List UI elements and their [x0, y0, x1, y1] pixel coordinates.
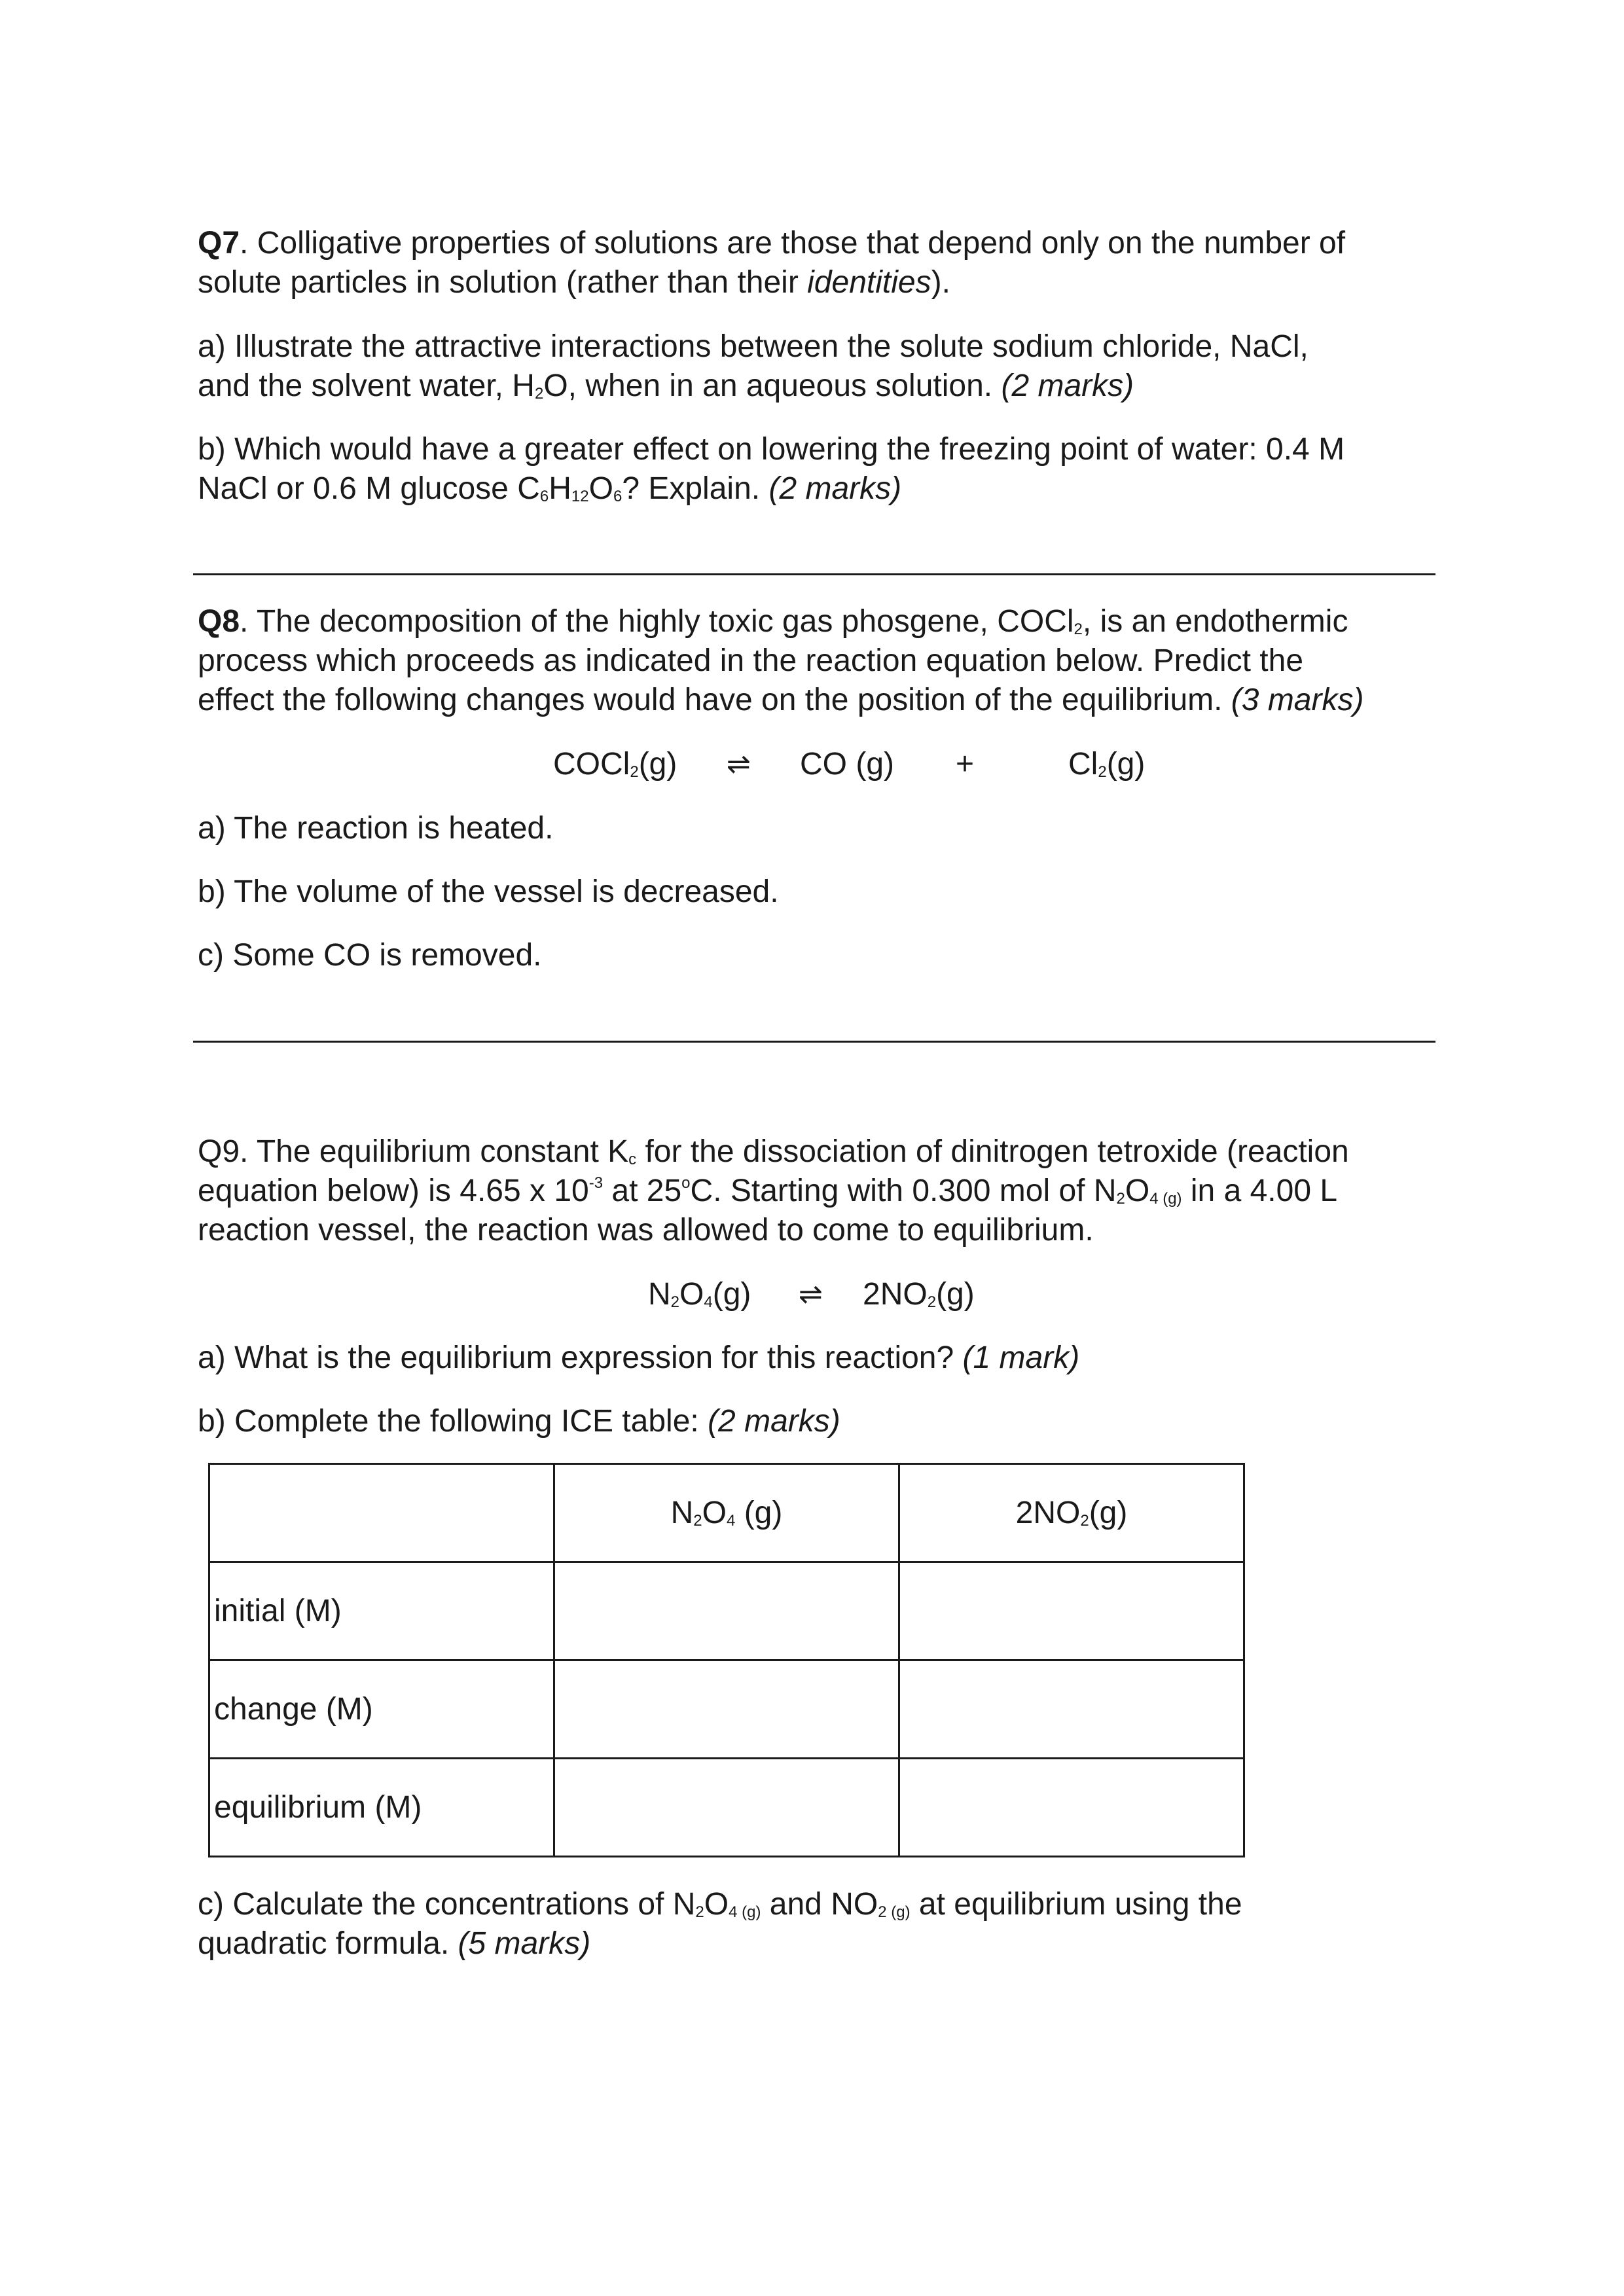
- q8a: a) The reaction is heated.: [198, 811, 554, 846]
- table-cell-corner[interactable]: [209, 1464, 554, 1562]
- q7b-line-2: NaCl or 0.6 M glucose $C_6H_{12}O_6$? Explain. (2 marks): [198, 471, 902, 506]
- q8b: b) The volume of the vessel is decreased.: [198, 874, 779, 909]
- q9-eq-arrow: ⇌: [799, 1278, 823, 1311]
- ice-table: [208, 1463, 1245, 1857]
- q7a-line-1: a) Illustrate the attractive interactions between the solute sodium chloride, NaCl,: [198, 329, 1308, 364]
- q9c-line-2: quadratic formula. (5 marks): [198, 1926, 591, 1961]
- q8-eq-product-co: CO (g): [800, 747, 894, 781]
- q8-eq-plus: +: [956, 747, 975, 781]
- q9-intro-line-3: reaction vessel, the reaction was allowed to come to equilibrium.: [198, 1213, 1094, 1247]
- cell-initial-n2o4[interactable]: [554, 1562, 899, 1660]
- table-header-no2: $2NO_2(g)$: [899, 1464, 1244, 1562]
- q8-intro-line-1: Q8. The decomposition of the highly toxic gas phosgene, COCl$_2$, is an endothermic: [198, 604, 1348, 639]
- table-header-row: [209, 1464, 1244, 1562]
- q8-label: Q8: [198, 604, 240, 639]
- table-row: [209, 1660, 1244, 1759]
- q7a-line-2: and the solvent water, $H_2O$, when in an aqueous solution. (2 marks): [198, 368, 1134, 403]
- q9b-marks: (2 marks): [708, 1404, 840, 1439]
- q8-eq-arrow: ⇌: [727, 747, 751, 781]
- table-header-n2o4: $N_2O_4$ (g): [554, 1464, 899, 1562]
- table-row: [209, 1759, 1244, 1857]
- q8-eq-product-cl2: $Cl_2(g)$: [1068, 747, 1146, 781]
- cell-equilibrium-n2o4[interactable]: [554, 1759, 899, 1857]
- q8c: c) Some CO is removed.: [198, 938, 542, 973]
- q9c-line-1: c) Calculate the concentrations of $N_2O_{4 (g)}$ and $NO_{2 (g)}$ at equilibrium using the: [198, 1887, 1242, 1922]
- q8-intro-line-3: effect the following changes would have on the position of the equilibrium. (3 marks): [198, 683, 1364, 717]
- row-label-equilibrium: equilibrium (M): [209, 1759, 554, 1857]
- q7-intro-line-1: Q7. Colligative properties of solutions are those that depend only on the number of: [198, 226, 1346, 260]
- q7b-line-1: b) Which would have a greater effect on lowering the freezing point of water: 0.4 M: [198, 432, 1345, 467]
- q8-eq-reactant: COCl$_2$(g): [553, 747, 677, 781]
- divider-1: [193, 573, 1435, 575]
- q9-eq-right: $2NO_2(g)$: [863, 1277, 975, 1312]
- cell-change-no2[interactable]: [899, 1660, 1244, 1759]
- q9-intro-line-1: Q9. The equilibrium constant $K_c$ for the dissociation of dinitrogen tetroxide (reaction: [198, 1134, 1349, 1169]
- q7a-marks: (2 marks): [1001, 368, 1134, 403]
- q7b-marks: (2 marks): [768, 471, 902, 506]
- q9-eq-left: $N_2O_4(g)$: [648, 1277, 751, 1312]
- cell-equilibrium-no2[interactable]: [899, 1759, 1244, 1857]
- q8-marks: (3 marks): [1231, 683, 1364, 717]
- q9b: b) Complete the following ICE table: (2 marks): [198, 1404, 840, 1439]
- cell-initial-no2[interactable]: [899, 1562, 1244, 1660]
- q9a-marks: (1 mark): [962, 1340, 1080, 1375]
- q9-intro-line-2: equation below) is 4.65 x $10^{-3}$ at 25$^o$C. Starting with 0.300 mol of $N_2O_{4 (g)}$ in a 4.00 L: [198, 1174, 1338, 1208]
- q7-label: Q7: [198, 226, 240, 260]
- q9c-marks: (5 marks): [458, 1926, 591, 1961]
- q8-intro-line-2: process which proceeds as indicated in the reaction equation below. Predict the: [198, 643, 1304, 678]
- row-label-change: change (M): [209, 1660, 554, 1759]
- q9a: a) What is the equilibrium expression for this reaction? (1 mark): [198, 1340, 1080, 1375]
- cell-change-n2o4[interactable]: [554, 1660, 899, 1759]
- row-label-initial: initial (M): [209, 1562, 554, 1660]
- table-row: [209, 1562, 1244, 1660]
- divider-2: [193, 1041, 1435, 1043]
- q7-intro-line-2: solute particles in solution (rather than their identities).: [198, 265, 950, 300]
